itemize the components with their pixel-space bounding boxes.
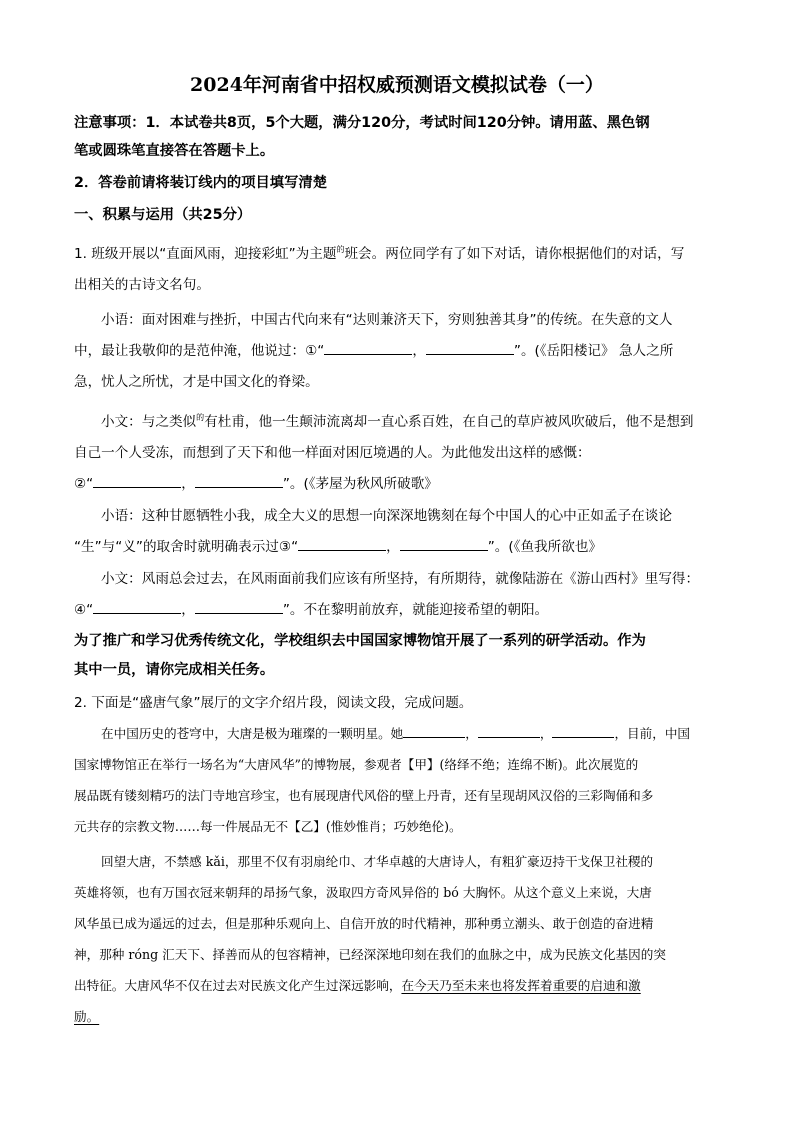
q2-passage-a-line2: 国家博物馆正在举行一场名为“大唐风华”的博物展，参观者【甲】(络绎不绝；连绵不断)。此次展览的	[74, 757, 639, 772]
q1-para4-line2: ④“ ， ”。不在黎明前放弃，就能迎接希望的朝阳。	[74, 598, 548, 618]
answer-blank[interactable]	[400, 536, 488, 551]
answer-blank[interactable]	[552, 723, 614, 738]
answer-blank[interactable]	[93, 473, 181, 488]
answer-blank[interactable]	[298, 536, 386, 551]
q2-passage-a-line3: 展品既有镂刻精巧的法门寺地宫珍宝，也有展现唐代风俗的壁上丹青，还有呈现胡风汉俗的三彩陶俑和多	[74, 788, 654, 803]
answer-blank[interactable]	[93, 599, 181, 614]
q1-para4-line1: 小文：风雨总会过去，在风雨面前我们应该有所坚持，有所期待，就像陆游在《游山西村》里写得：	[101, 571, 700, 587]
answer-blank[interactable]	[195, 599, 283, 614]
section-heading: 一、积累与运用（共25分）	[74, 207, 252, 223]
q1-para3-line1: 小语：这种甘愿牺牲小我，成全大义的思想一向深深地镌刻在每个中国人的心中正如孟子在谈论	[101, 508, 672, 524]
q1-para2-line3: ②“ ， ”。(《茅屋为秋风所破歌》	[74, 472, 438, 492]
q2-passage-a-line1: 在中国历史的苍穹中，大唐是极为璀璨的一颗明星。她 ， ， ，目前，中国	[101, 723, 690, 742]
answer-blank[interactable]	[324, 340, 412, 355]
q1-line-1: 1. 班级开展以“直面风雨，迎接彩虹”为主题$^的$班会。两位同学有了如下对话，请你根据他们的对话，写	[74, 245, 685, 262]
notice-line-1: 注意事项：1．本试卷共8页，5个大题，满分120分，考试时间120分钟。请用蓝、黑色钢	[74, 115, 650, 131]
q1-para1-line1: 小语：面对困难与挫折，中国古代向来有“达则兼济天下，穷则独善其身”的传统。在失意的文人	[101, 312, 673, 328]
underlined-sentence: 在今天乃至未来也将发挥着重要的启迪和激	[401, 978, 641, 993]
q1-para3-line2: “生”与“义”的取舍时就明确表示过③“ ， ”。(《鱼我所欲也》	[74, 535, 602, 555]
q2-passage-b-line3: 风华虽已成为遥远的过去，但是那种乐观向上、自信开放的时代精神，那种勇立潮头、敢于创造的奋进精	[74, 916, 654, 931]
answer-blank[interactable]	[195, 473, 283, 488]
q2-passage-a-line4: 元共存的宗教文物……每一件展品无不【乙】(惟妙惟肖；巧妙绝伦)。	[74, 819, 462, 834]
q2-passage-b-line4: 神，那种 róng 汇天下、择善而从的包容精神，已经深深地印刻在我们的血脉之中，成为民族文化基因的突	[74, 947, 666, 962]
intro-line-1: 为了推广和学习优秀传统文化，学校组织去中国国家博物馆开展了一系列的研学活动。作为	[74, 633, 646, 649]
underlined-sentence-end: 励。	[74, 1009, 100, 1024]
notice-line-2: 2．答卷前请将装订线内的项目填写清楚	[74, 175, 327, 191]
intro-line-2: 其中一员，请你完成相关任务。	[74, 662, 275, 678]
q1-para1-line2: 中，最让我敬仰的是范仲淹，他说过：①“ ， ”。(《岳阳楼记》 急人之所	[74, 339, 673, 359]
q1-para2-line1: 小文：与之类似$^的$有杜甫，他一生颠沛流离却一直心系百姓，在自己的草庐被风吹破后，他不是想到	[101, 413, 694, 430]
notice-line-1b: 笔或圆珠笔直接答在答题卡上。	[74, 143, 275, 159]
q1-line-2: 出相关的古诗文名句。	[74, 277, 210, 293]
answer-blank[interactable]	[426, 340, 514, 355]
q2-stem: 2. 下面是“盛唐气象”展厅的文字介绍片段，阅读文段，完成问题。	[74, 695, 473, 711]
q1-para2-line2: 自己一个人受冻，而想到了天下和他一样面对困厄境遇的人。为此他发出这样的感慨：	[74, 445, 591, 461]
q2-passage-b-line6	[74, 1006, 99, 1025]
q1-para1-line3: 急，忧人之所忧，才是中国文化的脊梁。	[74, 374, 319, 390]
q2-passage-b-line5: 出特征。大唐风华不仅在过去对民族文化产生过深远影响，在今天乃至未来也将发挥着重要的启迪和激	[74, 978, 641, 993]
q2-passage-b-line1: 回望大唐，不禁感 kǎi，那里不仅有羽扇纶巾、才华卓越的大唐诗人，有粗犷豪迈持干戈保卫社稷的	[101, 854, 654, 869]
page-title: 2024年河南省中招权威预测语文模拟试卷（一）	[190, 74, 604, 96]
q2-passage-b-line2: 英雄将领，也有万国衣冠来朝拜的昂扬气象，汲取四方奇风异俗的 bó 大胸怀。从这个意义上来说，大唐	[74, 885, 652, 900]
answer-blank[interactable]	[478, 723, 540, 738]
answer-blank[interactable]	[403, 723, 465, 738]
